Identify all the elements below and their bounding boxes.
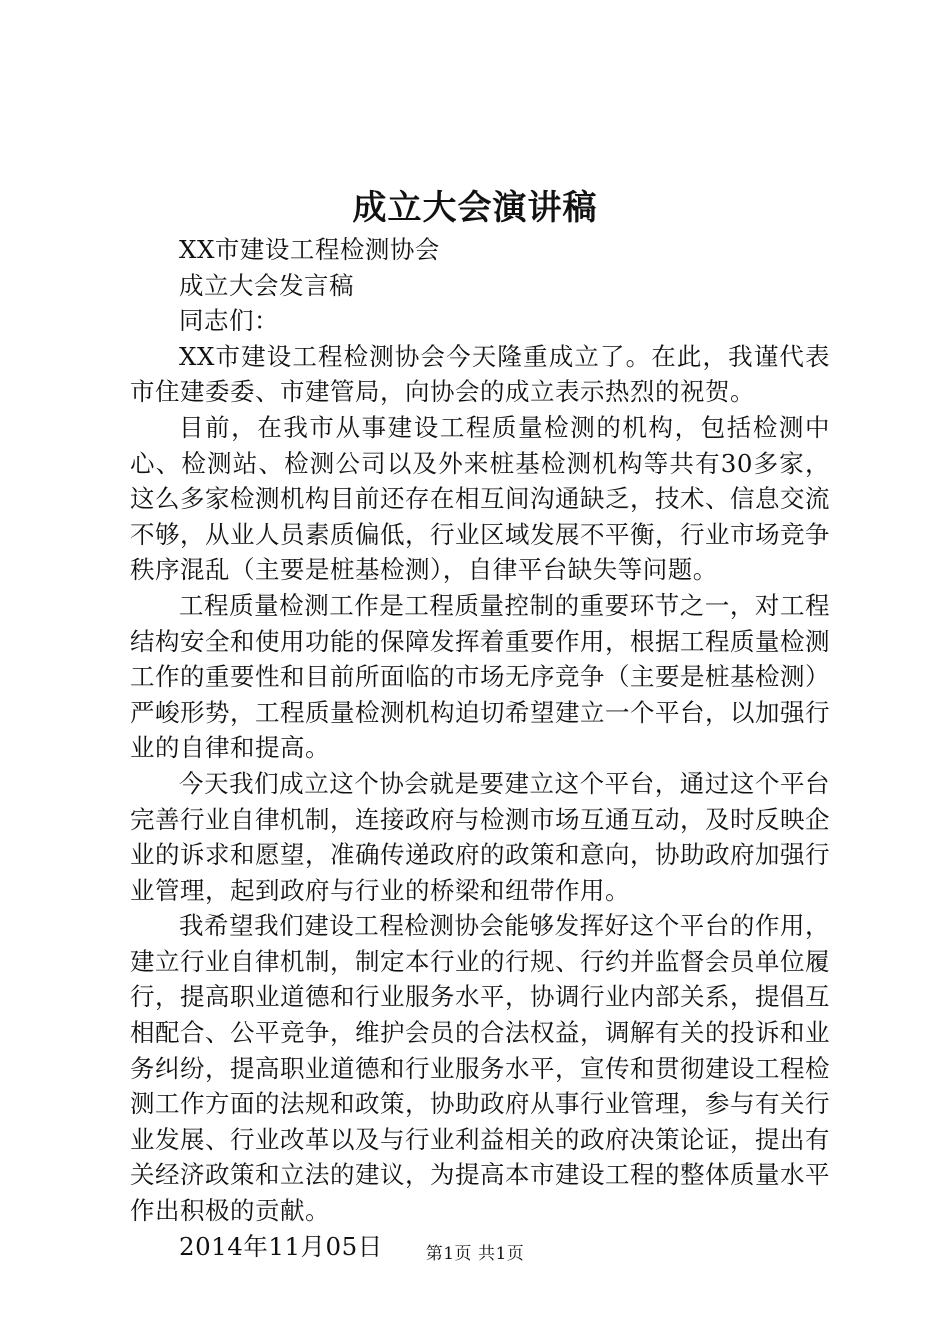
speech-subtitle: 成立大会发言稿	[179, 270, 354, 300]
salutation: 同志们：	[179, 306, 279, 336]
paragraph-current-situation: 目前，在我市从事建设工程质量检测的机构，包括检测中心、检测站、检测公司以及外来桩基检测机构等共有30多家，这么多家检测机构目前还存在相互间沟通缺乏，技术、信息交流不够，从业人员素质偏低，行业区域发展不平衡，行业市场竞争秩序混乱（主要是桩基检测），自律平台缺失等问题。	[130, 412, 830, 585]
document-date: 2014年11月05日	[179, 1231, 383, 1261]
organization-name: XX市建设工程检测协会	[179, 235, 440, 264]
paragraph-importance: 工程质量检测工作是工程质量控制的重要环节之一，对工程结构安全和使用功能的保障发挥着重要作用，根据工程质量检测工作的重要性和目前所面临的市场无序竞争（主要是桩基检测）严峻形势，工程质量检测机构迫切希望建立一个平台，以加强行业的自律和提高。	[130, 590, 830, 763]
paragraph-platform: 今天我们成立这个协会就是要建立这个平台，通过这个平台完善行业自律机制，连接政府与检测市场互通互动，及时反映企业的诉求和愿望，准确传递政府的政策和意向，协助政府加强行业管理，起到政府与行业的桥梁和纽带作用。	[130, 768, 830, 905]
paragraph-hopes: 我希望我们建设工程检测协会能够发挥好这个平台的作用，建立行业自律机制，制定本行业的行规、行约并监督会员单位履行，提高职业道德和行业服务水平，协调行业内部关系，提倡互相配合、公平竞争，维护会员的合法权益，调解有关的投诉和业务纠纷，提高职业道德和行业服务水平，宣传和贯彻建设工程检测工作方面的法规和政策，协助政府从事行业管理，参与有关行业发展、行业改革以及与行业利益相关的政府决策论证，提出有关经济政策和立法的建议，为提高本市建设工程的整体质量水平作出积极的贡献。	[130, 911, 830, 1226]
document-body	[130, 232, 830, 1264]
paragraph-congratulation: XX市建设工程检测协会今天隆重成立了。在此，我谨代表市住建委委、市建管局，向协会的成立表示热烈的祝贺。	[130, 341, 830, 407]
document-title: 成立大会演讲稿	[352, 188, 598, 228]
page-number-footer: 第1页 共1页	[425, 1244, 525, 1264]
